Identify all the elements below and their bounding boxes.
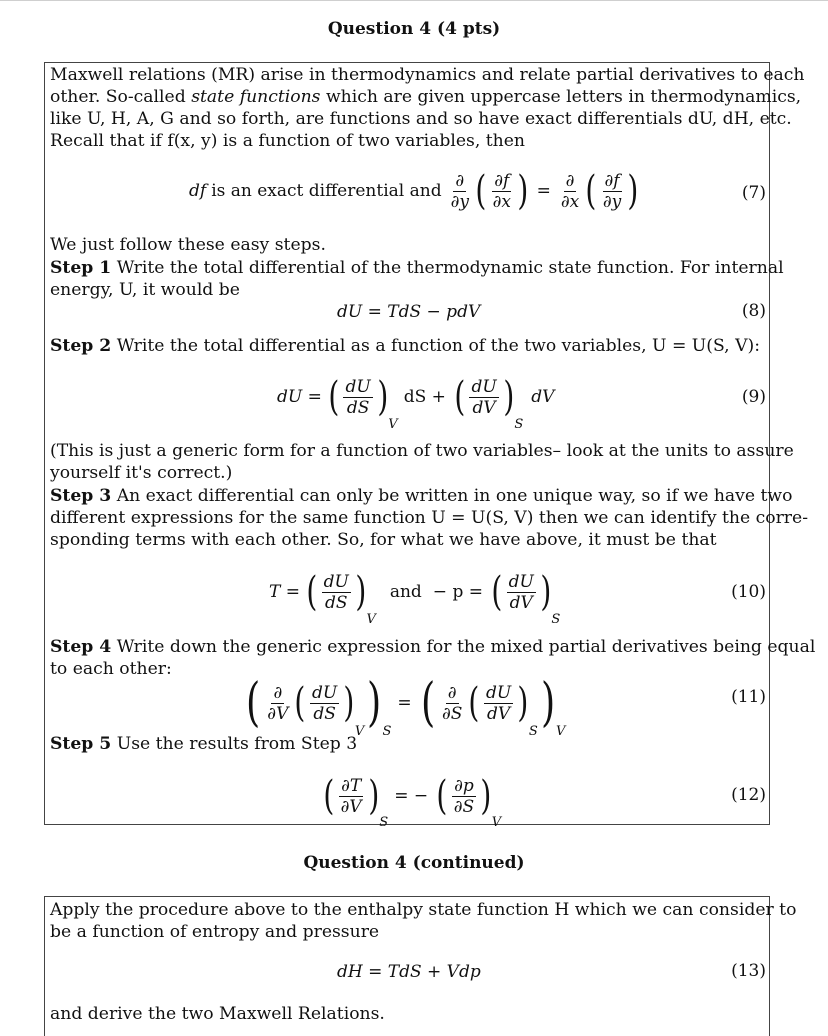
question-continued-title: Question 4 (continued) <box>303 853 525 873</box>
question-continued-box <box>44 896 797 1036</box>
equation-13: dH = TdS + Vdp <box>337 962 481 982</box>
step-4: Step 4 Write down the generic expression for the mixed partial derivatives being equal <box>50 637 816 657</box>
equation-10: T = ( $\frac{dU}{dS}$ ) V and − p = ( $\frac{dU}{dV}$ ) S <box>269 569 561 627</box>
step-1: Step 1 Write the total differential of the thermodynamic state function. For internal <box>50 258 784 278</box>
question-box <box>44 62 816 830</box>
step-3: Step 3 An exact differential can only be written in one unique way, so if we have two <box>50 486 793 506</box>
continued-line-3: and derive the two Maxwell Relations. <box>50 1004 385 1024</box>
step-5: Step 5 Use the results from Step 3 <box>50 734 358 754</box>
step-2: Step 2 Write the total differential as a function of the two variables, U = U(S, V): <box>50 336 760 356</box>
top-rule <box>0 0 828 1</box>
note-line-1: (This is just a generic form for a function of two variables– look at the units to assure <box>50 441 794 461</box>
intro-line-1: Maxwell relations (MR) arise in thermodynamics and relate partial derivatives to each <box>50 65 805 85</box>
equation-11-number: (11) <box>731 687 766 707</box>
equation-9: dU = ( $\frac{dU}{dS}$ ) V dS + ( $\frac{dU}{dV}$ ) S dV <box>277 374 555 432</box>
equation-11: ( $\frac{\partial}{\partial V}$ ( $\frac{dU}{dS}$ ) V ) S = ( $\frac{\partial}{\partial S}$ ( $\frac{dU}{dV}$ ) S ) V <box>246 673 566 739</box>
equation-12: ( $\frac{\partial T}{\partial V}$ ) S = − ( $\frac{\partial p}{\partial S}$ ) V <box>323 773 502 830</box>
equation-8: dU = TdS − pdV <box>337 302 481 322</box>
equation-9-number: (9) <box>741 387 766 407</box>
continued-line-2: be a function of entropy and pressure <box>50 922 380 942</box>
step-3-cont: different expressions for the same function U = U(S, V) then we can identify the corre- <box>50 508 808 528</box>
note-line-2: yourself it's correct.) <box>50 463 233 483</box>
intro-line-4: Recall that if f(x, y) is a function of two variables, then <box>50 131 525 151</box>
equation-13-number: (13) <box>731 961 766 981</box>
intro-line-2: other. So-called state functions which are given uppercase letters in thermodynamics, <box>50 87 802 107</box>
question-title: Question 4 (4 pts) <box>327 19 501 39</box>
continued-line-1: Apply the procedure above to the enthalpy state function H which we can consider to <box>50 900 797 920</box>
equation-12-number: (12) <box>731 785 766 805</box>
equation-8-number: (8) <box>741 301 766 321</box>
step-3-cont-2: sponding terms with each other. So, for what we have above, it must be that <box>50 530 717 550</box>
follow-text: We just follow these easy steps. <box>50 235 326 255</box>
equation-7-number: (7) <box>741 183 766 203</box>
intro-line-3: like U, H, A, G and so forth, are functions and so have exact differentials dU, dH, etc. <box>50 109 792 129</box>
equation-7: df is an exact differential and $\frac{\partial}{\partial y}$ ( $\frac{\partial f}{\partial x}$ ) = $\frac{\partial}{\partial x}$ ( $\frac{\partial f}{\partial y}$ ) <box>189 168 639 214</box>
equation-10-number: (10) <box>731 582 766 602</box>
step-4-cont: to each other: <box>50 659 172 679</box>
step-1-cont: energy, U, it would be <box>50 280 240 300</box>
